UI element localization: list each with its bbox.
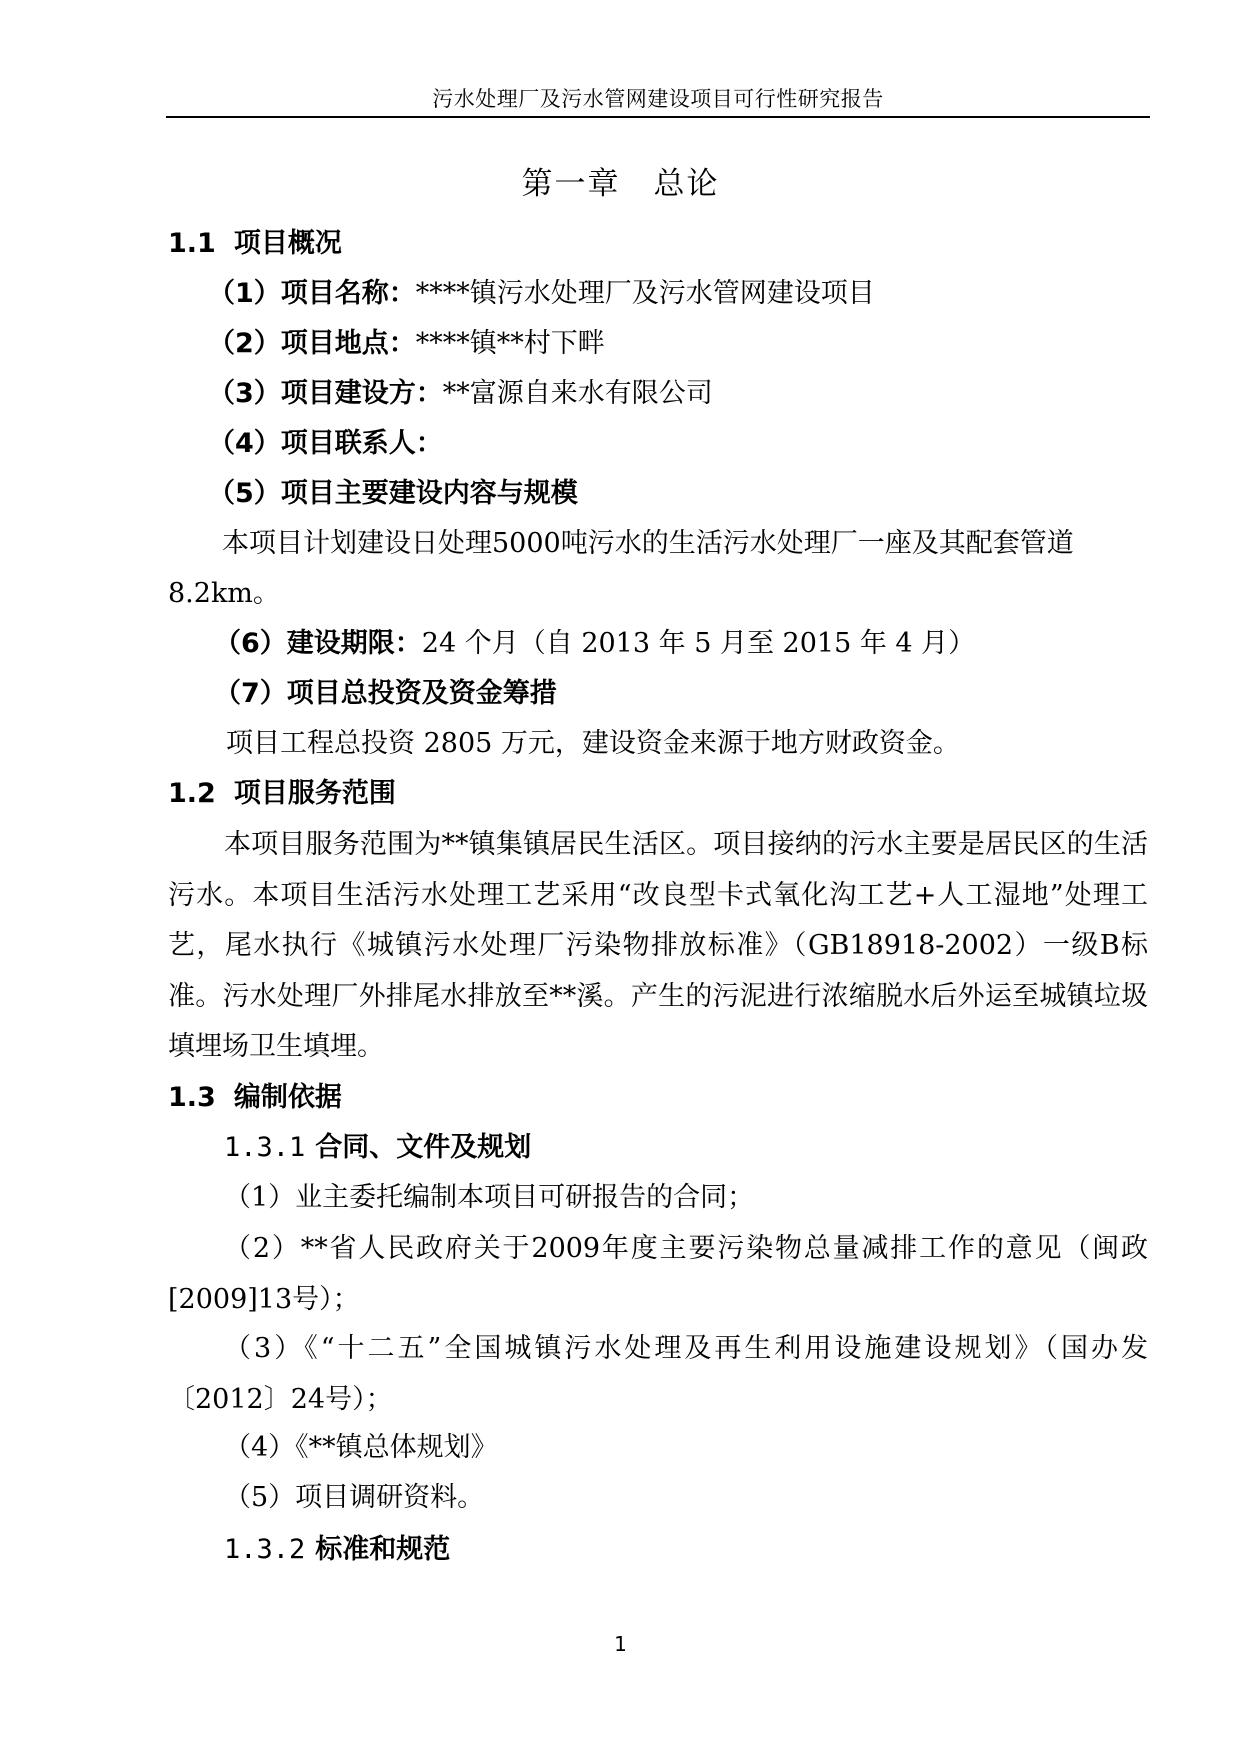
overview-item-name xyxy=(208,276,875,312)
section-title: 项目服务范围 xyxy=(233,778,396,809)
basis-item: （3）《“十二五”全国城镇污水处理及再生利用设施建设规划》（国办发〔2012〕24号）； xyxy=(168,1333,1148,1415)
item-value: ****镇污水处理厂及污水管网建设项目 xyxy=(415,278,875,309)
section-title: 项目概况 xyxy=(233,228,342,259)
overview-item-location xyxy=(208,326,605,362)
subsection-number: 1.3.2 xyxy=(224,1534,306,1565)
investment-text: 项目工程总投资 2805 万元，建设资金来源于地方财政资金。 xyxy=(226,728,960,759)
section-number: 1.3 xyxy=(168,1082,216,1113)
item-value: 24 个月（自 2013 年 5 月至 2015 年 4 月） xyxy=(421,628,976,659)
scale-text-line1: 本项目计划建设日处理5000吨污水的生活污水处理厂一座及其配套管道 xyxy=(222,528,1074,559)
item-label: （7）项目总投资及资金筹措 xyxy=(214,678,557,709)
page-number: 1 xyxy=(614,1632,627,1656)
subsection-title: 合同、文件及规划 xyxy=(315,1132,532,1163)
section-number: 1.1 xyxy=(168,228,216,259)
overview-item-scale xyxy=(208,476,578,512)
subsection-number: 1.3.1 xyxy=(224,1132,306,1163)
running-header: 污水处理厂及污水管网建设项目可行性研究报告 xyxy=(432,87,884,111)
section-heading-1-1 xyxy=(168,226,342,262)
item-label: （1）项目名称： xyxy=(208,278,416,309)
basis-item: （5）项目调研资料。 xyxy=(224,1482,485,1513)
service-scope-paragraph: 本项目服务范围为**镇集镇居民生活区。项目接纳的污水主要是居民区的生活污水。本项目生活污水处理工艺采用“改良型卡式氧化沟工艺+人工湿地”处理工艺，尾水执行《城镇污水处理厂污染物排放标准》（GB18918-2002）一级B标准。污水处理厂外排尾水排放至**溪。产生的污泥进行浓缩脱水后外运至城镇垃圾填埋场卫生填埋。 xyxy=(168,829,1148,1062)
section-heading-1-3 xyxy=(168,1080,342,1116)
scale-text-line2: 8.2km。 xyxy=(168,578,280,609)
overview-item-contact xyxy=(208,426,443,462)
item-label: （6）建设期限： xyxy=(214,628,422,659)
overview-item-builder xyxy=(208,376,713,412)
item-value: ****镇**村下畔 xyxy=(415,328,605,359)
section-heading-1-2 xyxy=(168,776,396,812)
subsection-heading-1-3-1 xyxy=(224,1130,531,1166)
section-number: 1.2 xyxy=(168,778,216,809)
overview-item-period xyxy=(214,626,975,662)
basis-item: （4）《**镇总体规划》 xyxy=(224,1432,498,1463)
subsection-heading-1-3-2 xyxy=(224,1532,450,1568)
item-label: （3）项目建设方： xyxy=(208,378,443,409)
section-title: 编制依据 xyxy=(233,1082,342,1113)
header-rule xyxy=(166,116,1150,118)
basis-item: （2）**省人民政府关于2009年度主要污染物总量减排工作的意见（闽政[2009]13号）； xyxy=(168,1233,1148,1315)
item-value: **富源自来水有限公司 xyxy=(442,378,713,409)
item-label: （5）项目主要建设内容与规模 xyxy=(208,478,578,509)
basis-item: （1）业主委托编制本项目可研报告的合同； xyxy=(224,1182,755,1213)
subsection-title: 标准和规范 xyxy=(315,1534,451,1565)
overview-item-investment xyxy=(214,676,557,712)
chapter-title: 第一章 总论 xyxy=(521,166,720,202)
item-label: （2）项目地点： xyxy=(208,328,416,359)
item-label: （4）项目联系人： xyxy=(208,428,443,459)
